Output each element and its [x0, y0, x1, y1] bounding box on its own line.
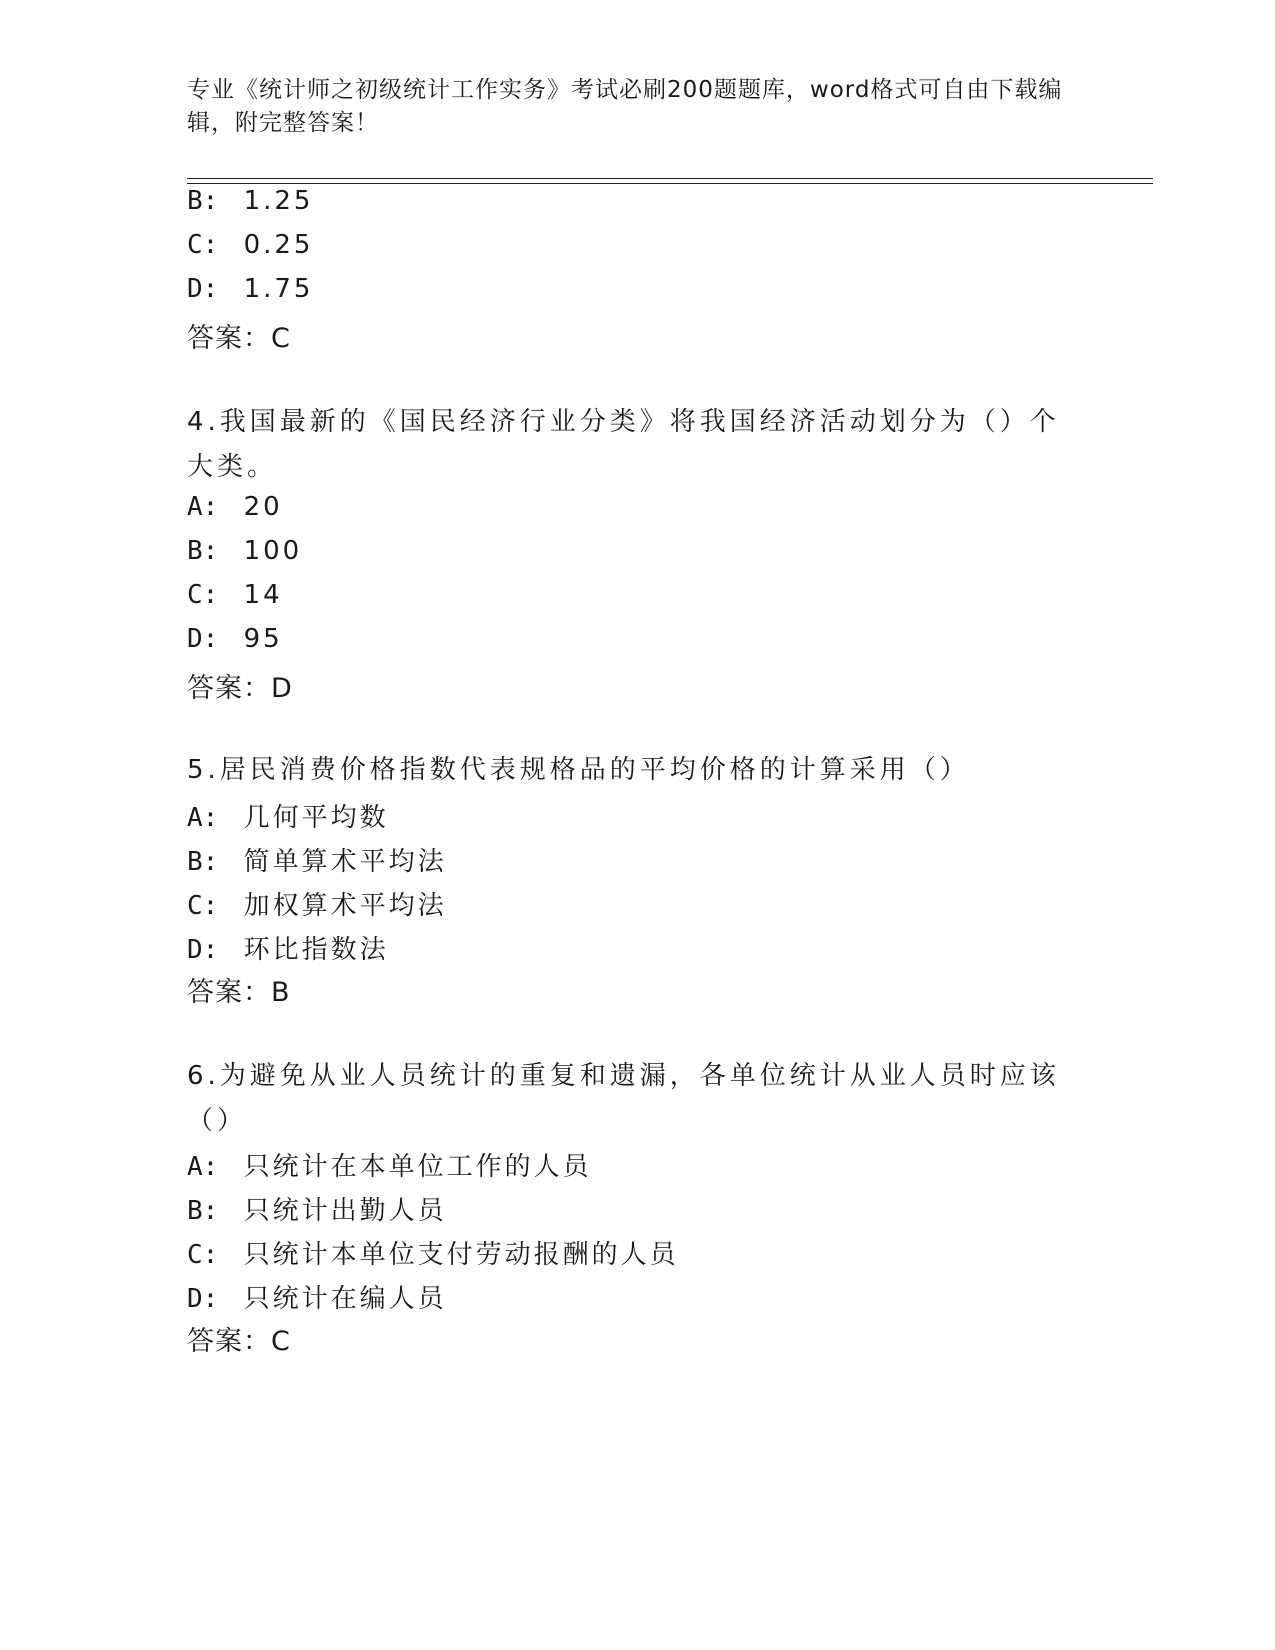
option-text: 95: [243, 624, 283, 654]
option-key: A:: [187, 803, 219, 833]
answer-line: 答案：C: [187, 323, 291, 354]
option-text: 只统计本单位支付劳动报酬的人员: [243, 1240, 679, 1270]
option-text: 只统计在本单位工作的人员: [243, 1152, 592, 1182]
option-key: C:: [187, 1240, 219, 1270]
option-key: C:: [187, 891, 219, 921]
option-line: [187, 274, 313, 304]
option-key: A:: [187, 492, 219, 522]
option-text: 几何平均数: [243, 803, 389, 833]
option-text: 只统计出勤人员: [243, 1196, 447, 1226]
option-key: B:: [187, 847, 219, 877]
option-text: 20: [243, 492, 283, 522]
option-line: [187, 492, 283, 522]
option-line: [187, 580, 283, 610]
option-key: B:: [187, 536, 219, 566]
option-line: [187, 536, 302, 566]
option-line: [187, 797, 389, 834]
option-text: 0.25: [243, 230, 314, 260]
answer-line: 答案：B: [187, 977, 291, 1008]
option-key: C:: [187, 230, 219, 260]
option-key: A:: [187, 1152, 219, 1182]
option-text: 环比指数法: [243, 935, 389, 965]
option-line: [187, 1146, 592, 1183]
answer-line: 答案：D: [187, 673, 293, 704]
option-key: D:: [187, 935, 219, 965]
option-text: 100: [243, 536, 303, 566]
option-line: [187, 885, 447, 922]
option-key: B:: [187, 1196, 219, 1226]
option-line: [187, 841, 447, 878]
question-stem: 6.为避免从业人员统计的重复和遗漏，各单位统计从业人员时应该（）: [187, 1061, 1060, 1136]
header-rule-bottom: [187, 183, 1153, 184]
option-line: [187, 1234, 679, 1271]
question-stem: 4.我国最新的《国民经济行业分类》将我国经济活动划分为（）个大类。: [187, 407, 1060, 482]
answer-line: 答案：C: [187, 1326, 291, 1357]
option-key: B:: [187, 186, 219, 216]
option-key: D:: [187, 1284, 219, 1314]
option-line: [187, 1190, 447, 1227]
option-text: 1.25: [243, 186, 314, 216]
option-line: [187, 624, 283, 654]
option-key: C:: [187, 580, 219, 610]
header-rule-top: [187, 178, 1153, 179]
option-text: 14: [243, 580, 283, 610]
option-key: D:: [187, 274, 219, 304]
document-header: 专业《统计师之初级统计工作实务》考试必刷200题题库，word格式可自由下载编辑，附完整答案！: [187, 77, 1063, 136]
option-text: 加权算术平均法: [243, 891, 447, 921]
option-text: 1.75: [243, 274, 314, 304]
option-line: [187, 929, 389, 966]
question-stem: 5.居民消费价格指数代表规格品的平均价格的计算采用（）: [187, 755, 970, 785]
option-line: [187, 1278, 447, 1315]
option-line: [187, 186, 313, 216]
option-text: 简单算术平均法: [243, 847, 447, 877]
option-text: 只统计在编人员: [243, 1284, 447, 1314]
option-line: [187, 230, 313, 260]
option-key: D:: [187, 624, 219, 654]
